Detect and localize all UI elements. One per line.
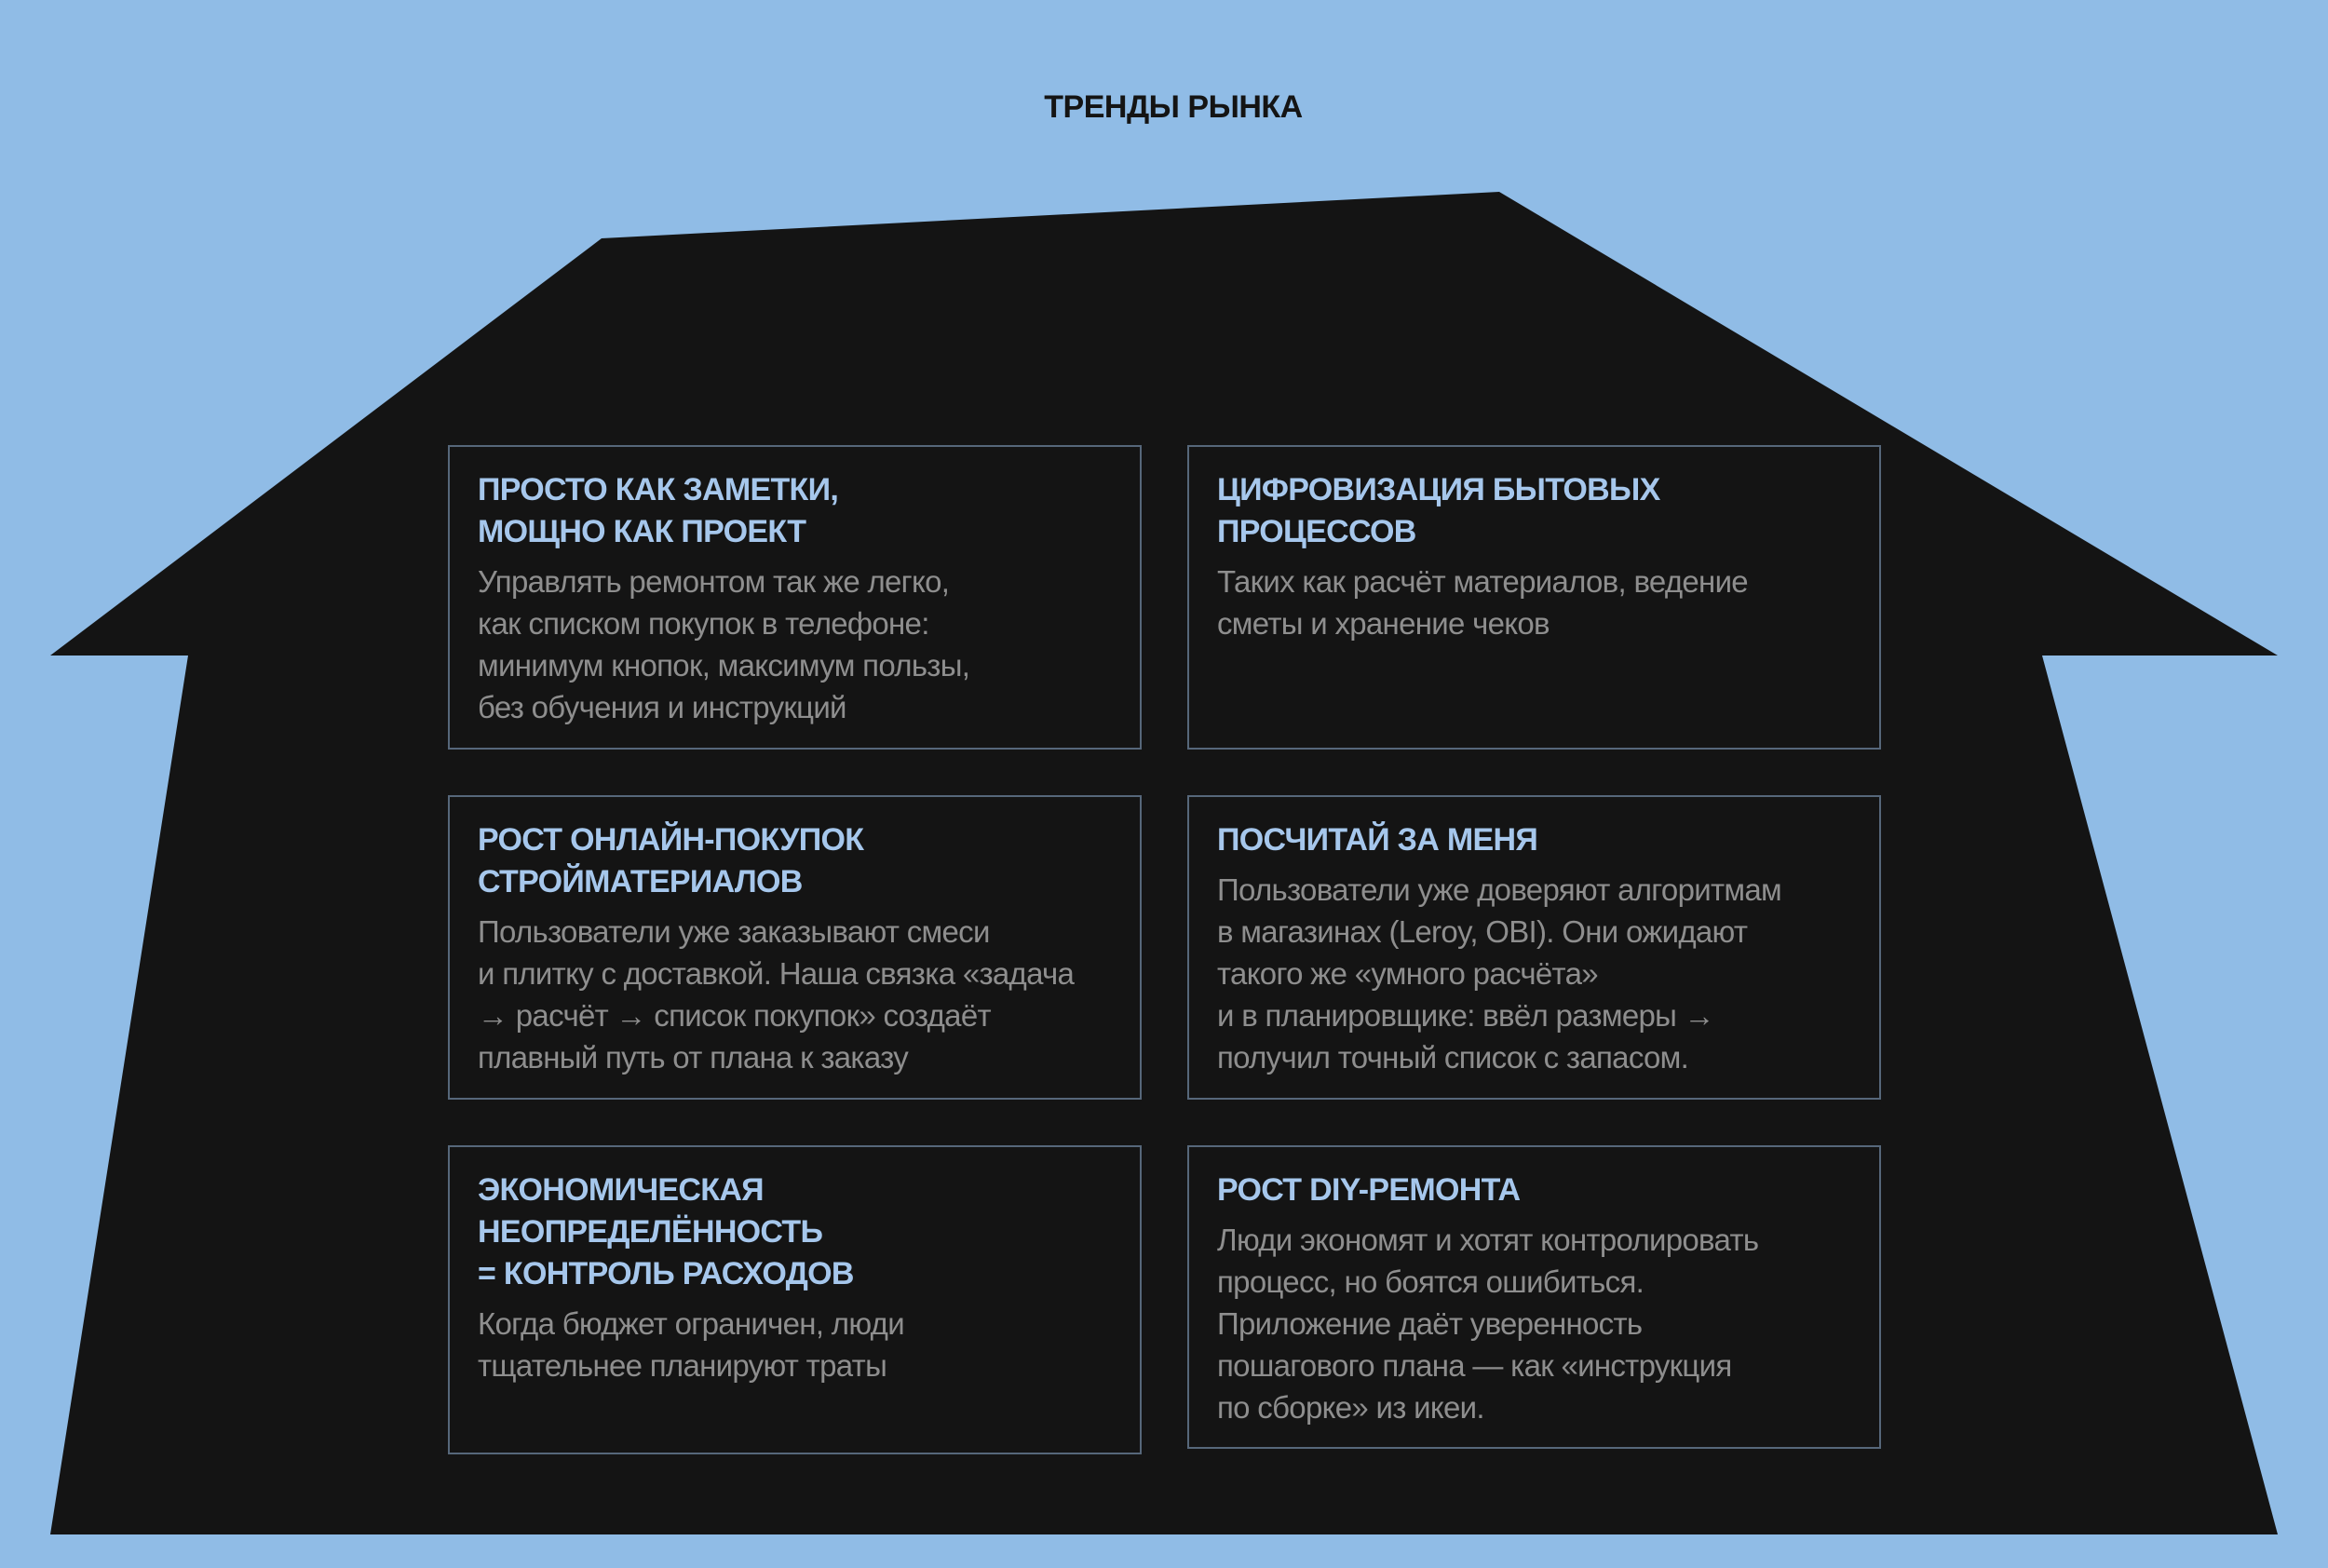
trend-card-economic-uncertainty — [448, 1145, 1142, 1454]
card-title: ПОСЧИТАЙ ЗА МЕНЯ — [1217, 822, 1538, 858]
page-title: ТРЕНДЫ РЫНКА — [1044, 89, 1303, 125]
card-text: Пользователи уже доверяют алгоритмам в магазинах (Leroy, OBI). Они ожидают такого же «умного расчёта» и в планировщике: ввёл размеры → получил точный список с запасом. — [1217, 872, 1782, 1075]
trend-card-online-purchases — [448, 795, 1142, 1100]
trend-card-count-for-me — [1187, 795, 1881, 1100]
trend-card-digitalization — [1187, 445, 1881, 750]
card-text: Таких как расчёт материалов, ведение сметы и хранение чеков — [1217, 564, 1748, 641]
card-title: ЦИФРОВИЗАЦИЯ БЫТОВЫХ ПРОЦЕССОВ — [1217, 472, 1660, 549]
trend-card-diy-growth — [1187, 1145, 1881, 1449]
card-text: Люди экономят и хотят контролировать процесс, но боятся ошибиться. Приложение даёт уверенность пошагового плана — как «инструкция по сборке» из икеи. — [1217, 1223, 1759, 1425]
card-text: Пользователи уже заказывают смеси и плитку с доставкой. Наша связка «задача → расчёт → список покупок» создаёт плавный путь от плана к заказу — [478, 914, 1075, 1075]
trend-card-simple-notes — [448, 445, 1142, 750]
card-text: Когда бюджет ограничен, люди тщательнее планируют траты — [478, 1306, 904, 1383]
house-silhouette — [50, 192, 2278, 1534]
card-title: РОСТ ОНЛАЙН-ПОКУПОК СТРОЙМАТЕРИАЛОВ — [478, 822, 864, 899]
card-title: ПРОСТО КАК ЗАМЕТКИ, МОЩНО КАК ПРОЕКТ — [478, 472, 839, 549]
card-title: ЭКОНОМИЧЕСКАЯ НЕОПРЕДЕЛЁННОСТЬ = КОНТРОЛЬ РАСХОДОВ — [478, 1172, 854, 1291]
card-title: РОСТ DIY-РЕМОНТА — [1217, 1172, 1521, 1208]
card-text: Управлять ремонтом так же легко, как списком покупок в телефоне: минимум кнопок, максимум пользы, без обучения и инструкций — [478, 564, 970, 724]
